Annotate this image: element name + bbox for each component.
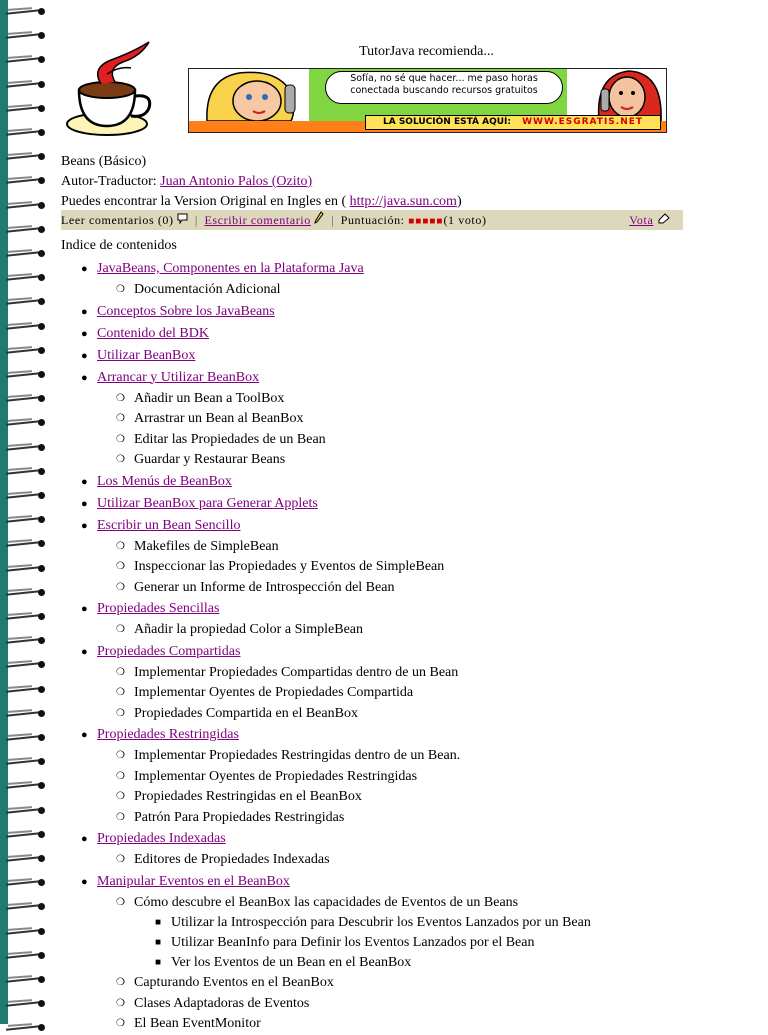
spiral-ring — [2, 127, 46, 139]
spiral-ring — [2, 175, 46, 187]
spiral-ring — [2, 950, 46, 962]
toc-link[interactable]: Escribir un Bean Sencillo — [97, 517, 241, 533]
toc-section[interactable] — [83, 471, 723, 493]
spiral-ring — [2, 442, 46, 454]
toc-subsection — [83, 973, 723, 994]
toc-text: Capturando Eventos en el BeanBox — [134, 975, 334, 990]
speech-bubble — [325, 71, 563, 104]
spiral-ring — [2, 466, 46, 478]
spiral-ring — [2, 708, 46, 720]
toc-text: Inspeccionar las Propiedades y Eventos de SimpleBean — [134, 559, 445, 574]
toc-subsection — [83, 557, 723, 578]
original-prefix: Puedes encontrar la Version Original en Ingles en ( — [61, 194, 347, 209]
toc-subsubsection — [83, 933, 723, 953]
eraser-icon — [657, 212, 671, 224]
spiral-ring — [2, 756, 46, 768]
spiral-binding — [0, 0, 52, 1024]
toc-section[interactable] — [83, 323, 723, 345]
spiral-ring — [2, 393, 46, 405]
toc-subsubsection — [83, 913, 723, 933]
spiral-ring — [2, 54, 46, 66]
toc-section[interactable] — [83, 367, 723, 389]
toc-title: Indice de contenidos — [61, 238, 177, 253]
rating-label: Puntuación: — [340, 213, 405, 227]
spiral-ring — [2, 829, 46, 841]
toc-link[interactable]: Propiedades Indexadas — [97, 831, 226, 846]
spiral-ring — [2, 103, 46, 115]
toc-subsection — [83, 746, 723, 767]
toc-text: Implementar Propiedades Compartidas dentro de un Bean — [134, 664, 459, 680]
toc-link[interactable]: Propiedades Compartidas — [97, 643, 241, 659]
article-meta — [61, 152, 462, 212]
toc-section[interactable] — [83, 828, 723, 850]
spiral-ring — [2, 200, 46, 212]
spiral-ring — [2, 901, 46, 913]
spiral-ring — [2, 272, 46, 284]
separator: | — [331, 213, 335, 227]
toc-section[interactable] — [83, 598, 723, 620]
spiral-ring — [2, 780, 46, 792]
woman-right-illustration — [589, 69, 666, 121]
toc-link[interactable]: Propiedades Sencillas — [97, 601, 220, 616]
page-header — [61, 38, 681, 138]
toc-link[interactable]: JavaBeans, Componentes en la Plataforma Java — [97, 261, 364, 276]
spiral-ring — [2, 926, 46, 938]
toc-text: Implementar Propiedades Restringidas dentro de un Bean. — [134, 748, 461, 763]
toc-subsection — [83, 1014, 723, 1035]
table-of-contents — [83, 258, 723, 1035]
woman-left-illustration — [199, 69, 309, 121]
toc-section[interactable] — [83, 515, 723, 537]
toc-link[interactable]: Manipular Eventos en el BeanBox — [97, 873, 290, 889]
bubble-line-2: conectada buscando recursos gratuitos — [350, 85, 538, 96]
toc-link[interactable]: Propiedades Restringidas — [97, 727, 239, 742]
toc-link[interactable]: Los Menús de BeanBox — [97, 473, 232, 489]
toc-section[interactable] — [83, 258, 723, 280]
author-label: Autor-Traductor: — [61, 174, 157, 189]
spiral-ring — [2, 635, 46, 647]
spiral-ring — [2, 538, 46, 550]
pencil-icon — [314, 211, 324, 224]
toc-link[interactable]: Utilizar BeanBox — [97, 347, 196, 363]
banner-cta-text: LA SOLUCIÓN ESTÁ AQUÍ: — [382, 117, 511, 127]
spiral-ring — [2, 296, 46, 308]
spiral-ring — [2, 998, 46, 1010]
toc-text: Generar un Informe de Introspección del Bean — [134, 579, 395, 595]
toc-subsection — [83, 389, 723, 410]
toc-subsection — [83, 893, 723, 914]
coffee-cup-logo — [61, 38, 161, 138]
toc-text: El Bean EventMonitor — [134, 1016, 261, 1031]
toc-subsection — [83, 430, 723, 451]
spiral-ring — [2, 30, 46, 42]
ad-banner[interactable] — [188, 68, 667, 133]
toc-subsection — [83, 450, 723, 471]
toc-subsection — [83, 409, 723, 430]
toc-section[interactable] — [83, 641, 723, 663]
toc-text: Implementar Oyentes de Propiedades Compartida — [134, 685, 414, 700]
spiral-ring — [2, 853, 46, 865]
toc-subsection — [83, 704, 723, 725]
toc-link[interactable]: Arrancar y Utilizar BeanBox — [97, 369, 260, 385]
spiral-ring — [2, 369, 46, 381]
separator: | — [194, 213, 198, 227]
toc-subsection — [83, 994, 723, 1015]
toc-section[interactable] — [83, 724, 723, 746]
spiral-ring — [2, 877, 46, 889]
toc-link[interactable]: Utilizar BeanBox para Generar Applets — [97, 495, 318, 511]
vote-link[interactable]: Vota — [629, 213, 654, 227]
toc-subsubsection — [83, 953, 723, 973]
bubble-line-1: Sofía, no sé que hacer... me paso horas — [350, 73, 538, 84]
spiral-ring — [2, 79, 46, 91]
toc-section[interactable] — [83, 345, 723, 367]
author-line — [61, 172, 462, 192]
toc-section[interactable] — [83, 871, 723, 893]
original-suffix: ) — [456, 194, 462, 209]
spiral-ring — [2, 805, 46, 817]
write-comment-link[interactable]: Escribir comentario — [204, 213, 311, 227]
banner-url[interactable]: WWW.ESGRATIS.NET — [522, 117, 644, 127]
spiral-ring — [2, 563, 46, 575]
spiral-ring — [2, 1022, 46, 1034]
article-title: Beans (Básico) — [61, 154, 147, 169]
toc-text: Propiedades Compartida en el BeanBox — [134, 705, 358, 721]
toc-text: Documentación Adicional — [134, 282, 281, 297]
spiral-ring — [2, 248, 46, 260]
spiral-ring — [2, 611, 46, 623]
spiral-ring — [2, 490, 46, 502]
toc-text: Patrón Para Propiedades Restringidas — [134, 809, 345, 825]
toc-text: Guardar y Restaurar Beans — [134, 452, 286, 467]
spiral-ring — [2, 974, 46, 986]
toc-text: Utilizar BeanInfo para Definir los Eventos Lanzados por el Bean — [171, 935, 535, 950]
toc-section[interactable] — [83, 301, 723, 323]
rating-stars: ■■■■■ — [408, 216, 444, 227]
toc-subsection — [83, 620, 723, 641]
spiral-ring — [2, 514, 46, 526]
spiral-ring — [2, 6, 46, 18]
toc-subsection — [83, 663, 723, 684]
toc-text: Implementar Oyentes de Propiedades Restringidas — [134, 768, 418, 784]
spiral-ring — [2, 732, 46, 744]
toc-subsection — [83, 280, 723, 301]
toc-text: Cómo descubre el BeanBox las capacidades de Eventos de un Beans — [134, 894, 519, 910]
toc-subsection — [83, 578, 723, 599]
toc-text: Añadir la propiedad Color a SimpleBean — [134, 622, 363, 637]
original-line — [61, 192, 462, 212]
read-comments-label[interactable]: Leer comentarios (0) — [61, 213, 174, 227]
toc-subsection — [83, 850, 723, 871]
comments-rating-bar — [61, 210, 683, 230]
spiral-ring — [2, 684, 46, 696]
spiral-ring — [2, 224, 46, 236]
toc-text: Propiedades Restringidas en el BeanBox — [134, 789, 362, 804]
author-link[interactable]: Juan Antonio Palos (Ozito) — [160, 174, 313, 189]
spiral-ring — [2, 659, 46, 671]
toc-section[interactable] — [83, 493, 723, 515]
banner-cta[interactable] — [365, 115, 661, 130]
speech-bubble-icon — [177, 213, 188, 224]
toc-subsection — [83, 808, 723, 829]
toc-text: Utilizar la Introspección para Descubrir los Eventos Lanzados por un Bean — [171, 915, 591, 930]
toc-subsection — [83, 767, 723, 788]
toc-text: Makefiles de SimpleBean — [134, 538, 279, 554]
spiral-ring — [2, 587, 46, 599]
toc-text: Editar las Propiedades de un Bean — [134, 431, 326, 447]
vote-count: (1 voto) — [443, 213, 487, 227]
toc-text: Añadir un Bean a ToolBox — [134, 390, 285, 406]
toc-text: Clases Adaptadoras de Eventos — [134, 995, 310, 1011]
spiral-ring — [2, 151, 46, 163]
toc-link[interactable]: Conceptos Sobre los JavaBeans — [97, 303, 275, 319]
spiral-ring — [2, 417, 46, 429]
toc-subsection — [83, 787, 723, 808]
toc-text: Arrastrar un Bean al BeanBox — [134, 411, 304, 426]
original-link[interactable]: http://java.sun.com — [349, 194, 457, 209]
vote-action[interactable] — [629, 210, 671, 230]
toc-text: Editores de Propiedades Indexadas — [134, 852, 330, 867]
spiral-ring — [2, 321, 46, 333]
toc-subsection — [83, 683, 723, 704]
toc-text: Ver los Eventos de un Bean en el BeanBox — [171, 955, 412, 970]
toc-subsection — [83, 537, 723, 558]
recommend-text: TutorJava recomienda... — [359, 44, 494, 59]
spiral-ring — [2, 345, 46, 357]
toc-link[interactable]: Contenido del BDK — [97, 325, 209, 341]
